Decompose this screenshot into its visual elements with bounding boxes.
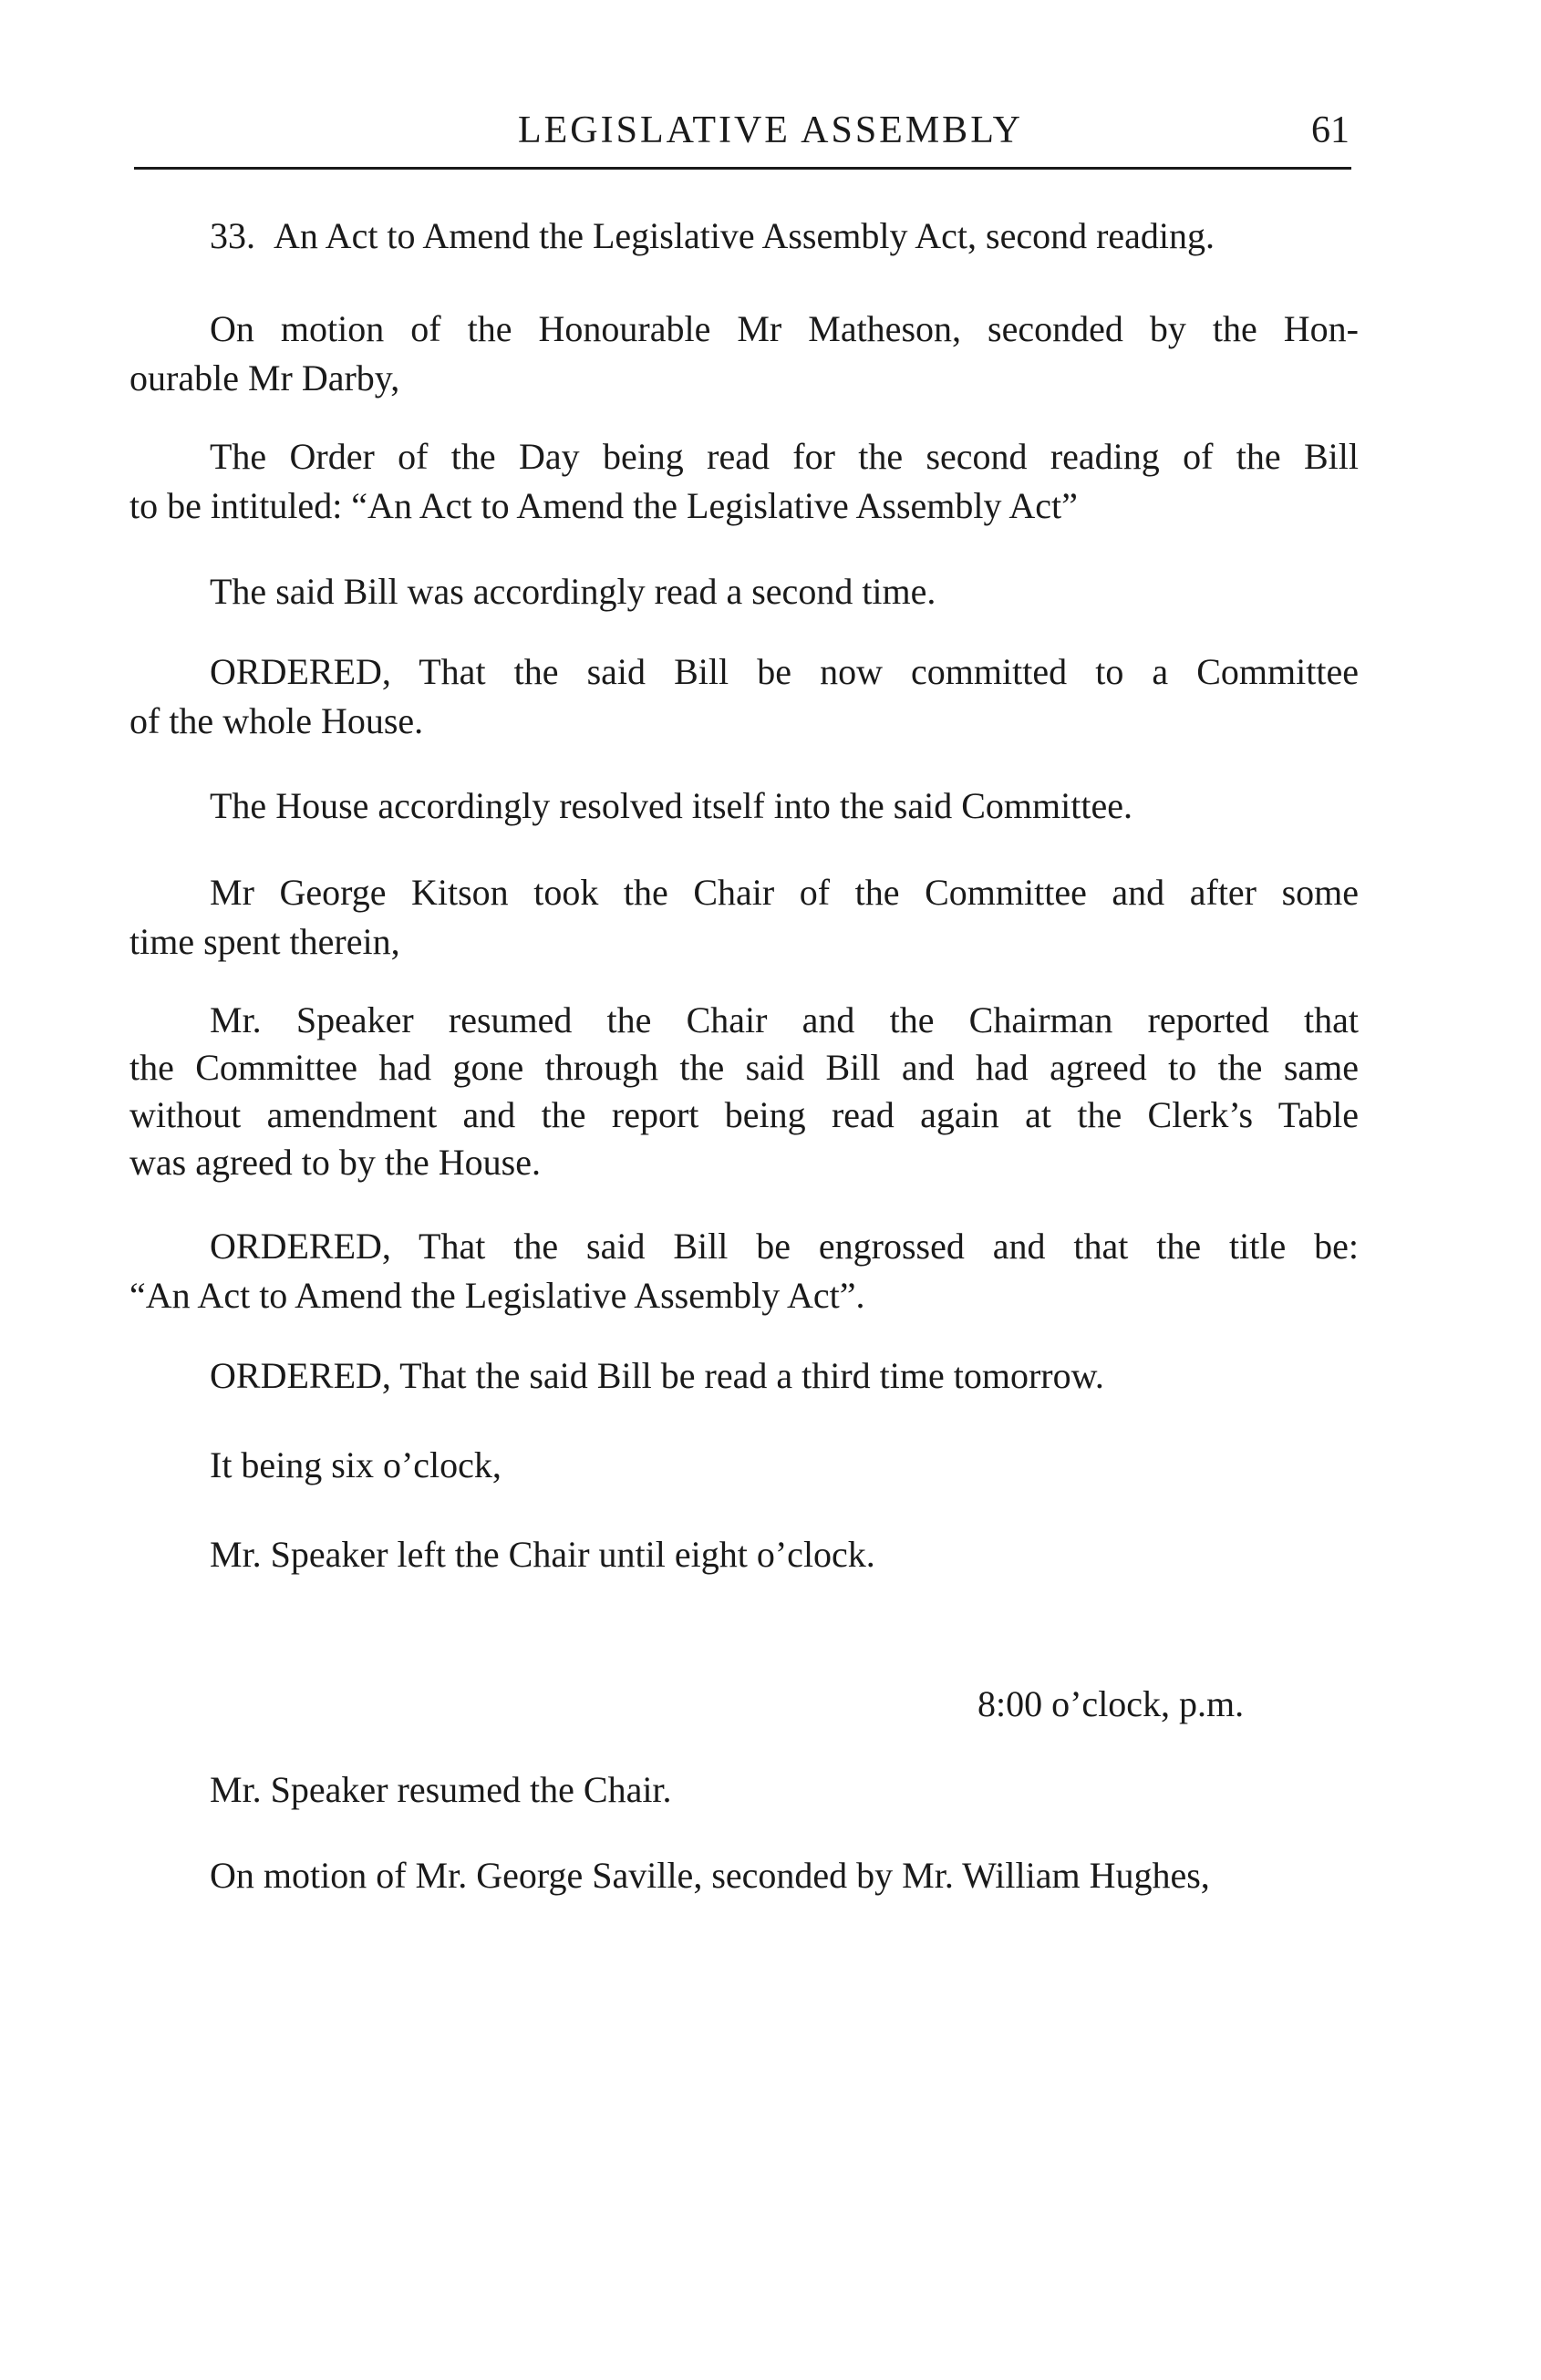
paragraph-kitson-chair xyxy=(129,868,1359,967)
paragraph-order-of-day xyxy=(129,432,1359,531)
paragraph-line: The said Bill was accordingly read a second time. xyxy=(210,571,936,612)
paragraph-motion-matheson xyxy=(129,305,1359,403)
paragraph-line: ourable Mr Darby, xyxy=(129,357,400,398)
page-number: 61 xyxy=(1311,109,1350,151)
paragraph-line: ORDERED, That the said Bill be engrossed and that the title be: xyxy=(210,1226,1359,1267)
paragraph-line: It being six o’clock, xyxy=(210,1444,502,1485)
agenda-item-33 xyxy=(129,212,1359,261)
paragraph-line: Mr. Speaker resumed the Chair and the Chairman reported that xyxy=(210,999,1359,1040)
paragraph-line: 33. An Act to Amend the Legislative Assembly Act, second reading. xyxy=(210,215,1215,256)
paragraph-line: On motion of the Honourable Mr Matheson, seconded by the Hon- xyxy=(210,308,1359,349)
paragraph-ordered-third-reading xyxy=(129,1351,1359,1401)
time-stamp: 8:00 o’clock, p.m. xyxy=(977,1683,1245,1724)
paragraph-line: ORDERED, That the said Bill be now committed to a Committee xyxy=(210,651,1359,692)
paragraph-ordered-committed xyxy=(129,647,1359,746)
header-rule xyxy=(134,167,1351,170)
paragraph-speaker-resumed xyxy=(129,1765,1359,1815)
paragraph-motion-saville xyxy=(129,1851,1359,1900)
paragraph-committee-report xyxy=(129,997,1359,1186)
paragraph-line: of the whole House. xyxy=(129,700,424,741)
paragraph-line: to be intituled: “An Act to Amend the Legislative Assembly Act” xyxy=(129,485,1078,526)
paragraph-line: Mr. Speaker resumed the Chair. xyxy=(210,1769,672,1810)
paragraph-line: without amendment and the report being read again at the Clerk’s Table xyxy=(129,1094,1359,1135)
paragraph-ordered-engrossed xyxy=(129,1222,1359,1320)
paragraph-line: the Committee had gone through the said Bill and had agreed to the same xyxy=(129,1047,1359,1088)
paragraph-line: On motion of Mr. George Saville, seconded by Mr. William Hughes, xyxy=(210,1855,1210,1896)
paragraph-line: “An Act to Amend the Legislative Assembly Act”. xyxy=(129,1275,865,1316)
paragraph-line: Mr George Kitson took the Chair of the Committee and after some xyxy=(210,872,1359,913)
paragraph-line: ORDERED, That the said Bill be read a third time tomorrow. xyxy=(210,1355,1104,1396)
paragraph-line: time spent therein, xyxy=(129,921,400,962)
paragraph-line: was agreed to by the House. xyxy=(129,1142,541,1183)
paragraph-line: The House accordingly resolved itself into the said Committee. xyxy=(210,785,1132,826)
paragraph-second-reading xyxy=(129,567,1359,616)
running-header-title: LEGISLATIVE ASSEMBLY xyxy=(518,109,1023,151)
paragraph-line: The Order of the Day being read for the second reading of the Bill xyxy=(210,436,1359,477)
paragraph-line: Mr. Speaker left the Chair until eight o’clock. xyxy=(210,1534,875,1575)
paragraph-six-oclock xyxy=(129,1441,1359,1490)
paragraph-house-resolved xyxy=(129,781,1359,831)
paragraph-speaker-left xyxy=(129,1530,1359,1579)
